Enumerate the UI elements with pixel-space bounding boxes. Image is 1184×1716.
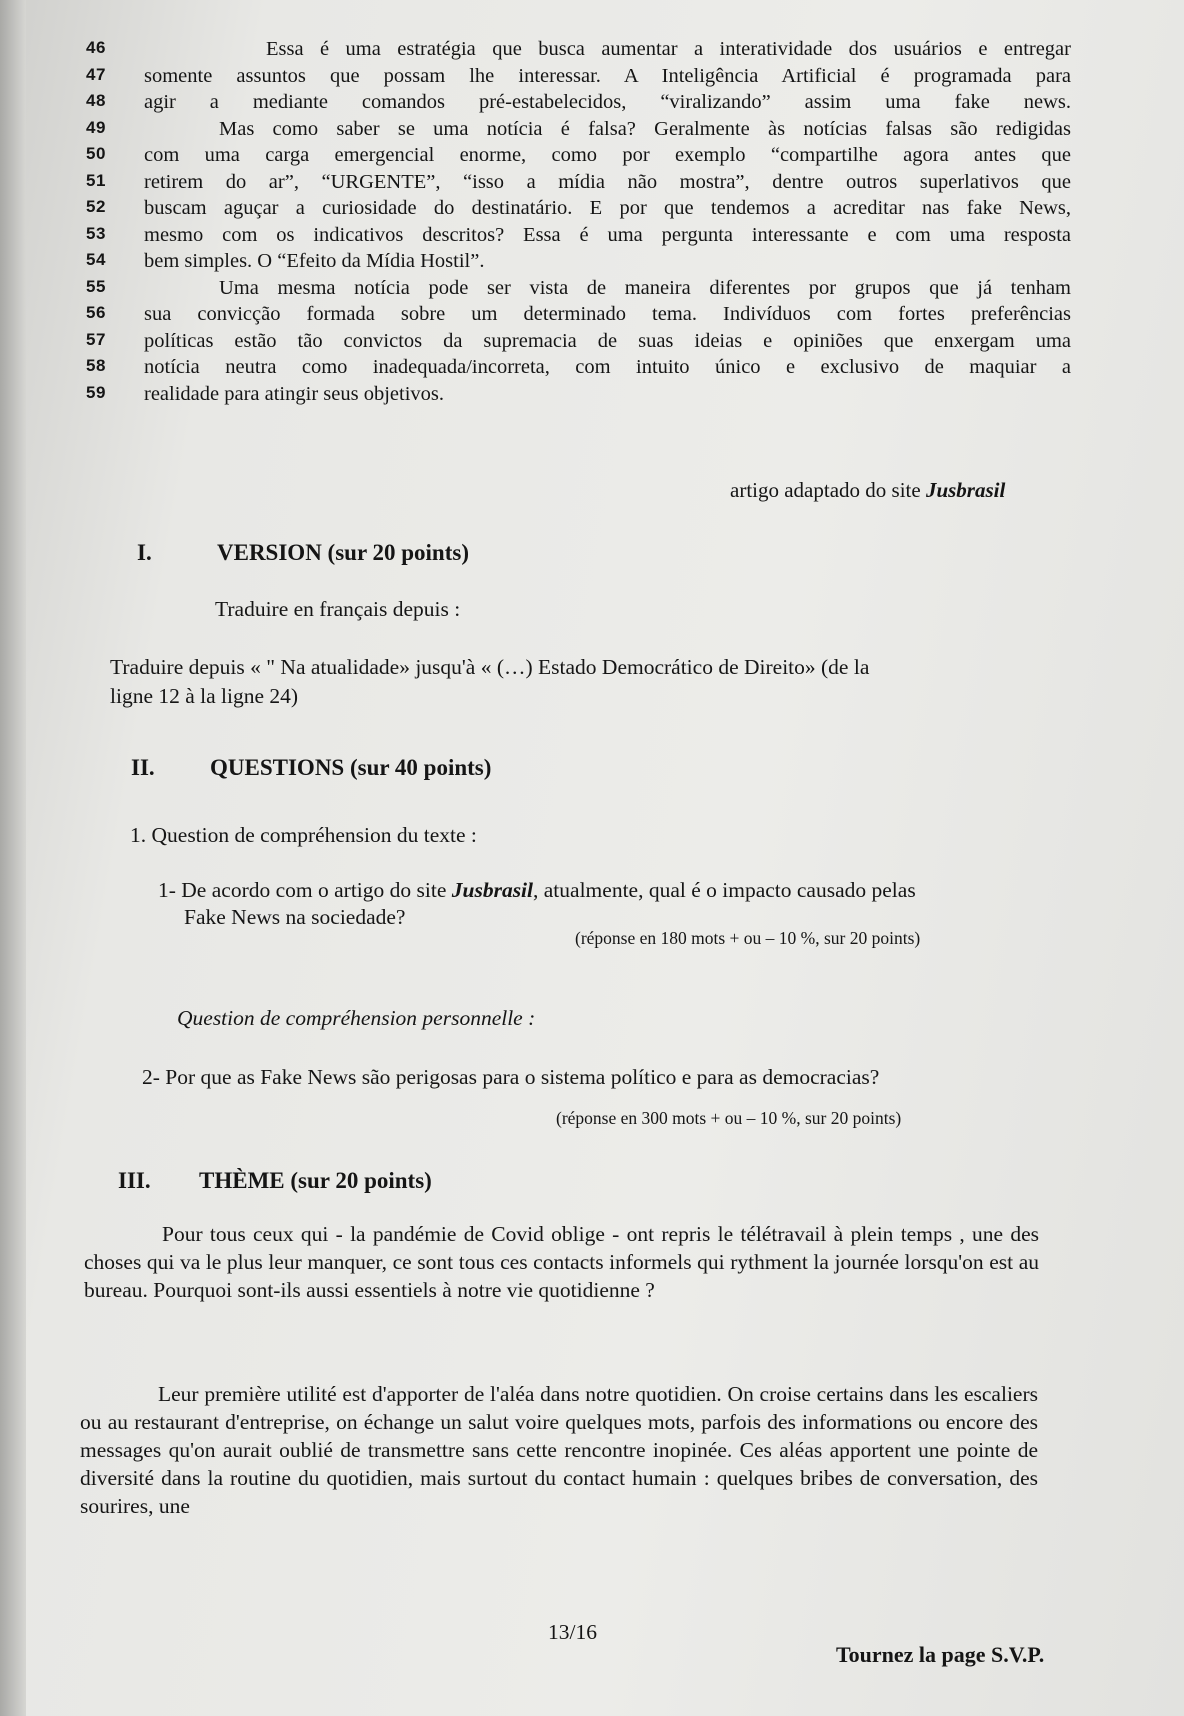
theme-paragraph-2: Leur première utilité est d'apporter de l'aléa dans notre quotidien. On croise certains dans les escaliers ou au restaurant d'entreprise, on échange un salut voire quelques mots, parfois des informations ou encore des messages qu'on aurait oublié de transmettre sans cette rencontre inopinée. Ces aléas apportent une pointe de diversité dans la routine du quotidien, mais surtout du contact humain : quelques bribes de conversation, des sourires, une <box>80 1382 1038 1518</box>
source-site-name: Jusbrasil <box>925 478 1006 502</box>
numbered-passage <box>86 38 1071 409</box>
question-subheading-1: 1. Question de compréhension du texte : <box>130 823 477 847</box>
question-2: 2- Por que as Fake News são perigosas para o sistema político e para as democracias? <box>142 1065 880 1089</box>
passage-line: 56 sua convicção formada sobre um determinado tema. Indivíduos com fortes preferências <box>86 303 1071 325</box>
passage-line: 49 Mas como saber se uma notícia é falsa? Geralmente às notícias falsas são redigidas <box>86 117 1071 140</box>
question-1-site: Jusbrasil <box>451 878 534 902</box>
passage-line: 58 notícia neutra como inadequada/incorreta, com intuito único e exclusivo de maquiar a <box>86 356 1071 378</box>
question-1-note: (réponse en 180 mots + ou – 10 %, sur 20 points) <box>575 928 921 948</box>
section2-title: QUESTIONS (sur 40 points) <box>210 755 492 780</box>
question-2-note: (réponse en 300 mots + ou – 10 %, sur 20 points) <box>556 1108 902 1128</box>
section1-title: VERSION (sur 20 points) <box>217 540 469 565</box>
question-1-line2: Fake News na sociedade? <box>184 905 406 929</box>
section1-detail-line1: Traduire depuis « " Na atualidade» jusqu'à « (…) Estado Democrático de Direito» (de la <box>110 655 870 679</box>
question-1: 1- De acordo com o artigo do site Jusbrasil, atualmente, qual é o impacto causado pelas <box>158 878 916 902</box>
section1-numeral: I. <box>137 540 152 565</box>
article-source: artigo adaptado do site Jusbrasil <box>730 478 1006 502</box>
question-subheading-2: Question de compréhension personnelle : <box>177 1006 536 1030</box>
page-edge-shadow <box>0 0 26 1716</box>
passage-line: 47 somente assuntos que possam lhe interessar. A Inteligência Artificial é programada para <box>86 64 1071 87</box>
passage-line: 54 bem simples. O “Efeito da Mídia Hostil”. <box>86 250 485 272</box>
passage-line: 55 Uma mesma notícia pode ser vista de maneira diferentes por grupos que já tenham <box>86 276 1071 299</box>
passage-line: 59 realidade para atingir seus objetivos. <box>86 382 444 405</box>
turn-page-note: Tournez la page S.V.P. <box>836 1642 1045 1667</box>
page-number: 13/16 <box>548 1620 597 1644</box>
theme-paragraph-1: Pour tous ceux qui - la pandémie de Covid oblige - ont repris le télétravail à plein temps , une des choses qui va le plus leur manquer, ce sont tous ces contacts informels qui rythment la journée lorsqu'on est au bureau. Pourquoi sont-ils aussi essentiels à notre vie quotidienne ? <box>84 1222 1039 1302</box>
passage-line: 46 Essa é uma estratégia que busca aumentar a interatividade dos usuários e entregar <box>86 38 1071 60</box>
section3-title: THÈME (sur 20 points) <box>199 1168 432 1193</box>
section2-numeral: II. <box>131 755 155 780</box>
passage-line: 48 agir a mediante comandos pré-estabelecidos, “viralizando” assim uma fake news. <box>86 91 1071 113</box>
passage-line: 50 com uma carga emergencial enorme, como por exemplo “compartilhe agora antes que <box>86 144 1071 166</box>
section3-numeral: III. <box>118 1168 151 1193</box>
section1-detail-line2: ligne 12 à la ligne 24) <box>110 684 299 708</box>
passage-line: 51 retirem do ar”, “URGENTE”, “isso a mídia não mostra”, dentre outros superlativos que <box>86 170 1071 193</box>
passage-line: 53 mesmo com os indicativos descritos? Essa é uma pergunta interessante e com uma resposta <box>86 223 1071 246</box>
passage-line: 57 políticas estão tão convictos da supremacia de suas ideias e opiniões que enxergam uma <box>86 329 1071 352</box>
section1-instruction: Traduire en français depuis : <box>215 597 461 621</box>
passage-line: 52 buscam aguçar a curiosidade do destinatário. E por que tendemos a acreditar nas fake News, <box>86 197 1071 219</box>
